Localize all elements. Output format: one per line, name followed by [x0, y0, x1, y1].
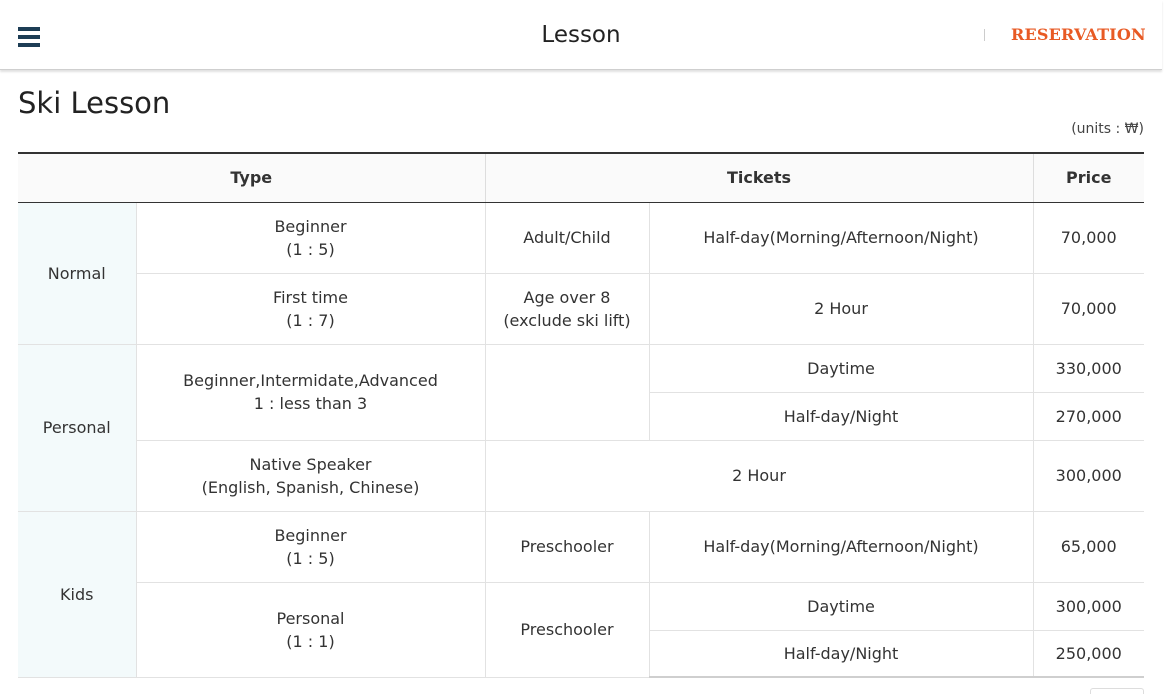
eligibility-text: Age over 8: [523, 287, 611, 307]
category-kids: Kids: [18, 511, 136, 677]
ticket-cell: Half-day/Night: [649, 630, 1033, 677]
lesson-level: Beginner: [274, 216, 347, 236]
ticket-cell: 2 Hour: [649, 273, 1033, 344]
price-cell: 250,000: [1033, 630, 1144, 677]
eligibility-note: (exclude ski lift): [503, 310, 631, 330]
lesson-ratio: (1 : 7): [286, 310, 335, 330]
page-title: Ski Lesson: [18, 86, 171, 120]
ticket-cell: Half-day/Night: [649, 392, 1033, 440]
lesson-level: Personal: [276, 608, 345, 628]
table-row: [18, 344, 1144, 392]
lesson-level-cell: [136, 582, 485, 677]
price-cell: 70,000: [1033, 202, 1144, 273]
table-row: [18, 511, 1144, 582]
top-header: [0, 0, 1162, 70]
price-cell: 300,000: [1033, 440, 1144, 511]
lesson-level: Beginner: [274, 525, 347, 545]
table-header-row: [18, 153, 1144, 202]
ticket-cell: Daytime: [649, 344, 1033, 392]
lesson-level: Native Speaker: [249, 454, 372, 474]
lesson-level-cell: [136, 344, 485, 440]
eligibility-cell: Adult/Child: [485, 202, 649, 273]
eligibility-cell: Preschooler: [485, 582, 649, 677]
lesson-ratio: (1 : 5): [286, 239, 335, 259]
eligibility-cell-empty: [485, 344, 649, 440]
lesson-level-cell: [136, 511, 485, 582]
lesson-level-cell: [136, 440, 485, 511]
price-cell: 330,000: [1033, 344, 1144, 392]
lesson-ratio: (1 : 5): [286, 548, 335, 568]
table-row: [18, 202, 1144, 273]
lesson-level: First time: [273, 287, 348, 307]
bottom-button-edge: [1090, 688, 1144, 694]
table-row: [18, 273, 1144, 344]
header-divider: [984, 29, 985, 41]
column-header-price: Price: [1033, 153, 1144, 202]
lesson-level-cell: [136, 202, 485, 273]
price-cell: 65,000: [1033, 511, 1144, 582]
category-personal: Personal: [18, 344, 136, 511]
price-cell: 270,000: [1033, 392, 1144, 440]
ticket-cell: Daytime: [649, 582, 1033, 630]
lesson-ratio: (English, Spanish, Chinese): [201, 477, 420, 497]
category-normal: Normal: [18, 202, 136, 344]
eligibility-cell: [485, 273, 649, 344]
lesson-ratio: 1 : less than 3: [253, 394, 368, 413]
ticket-cell: Half-day(Morning/Afternoon/Night): [649, 511, 1033, 582]
price-cell: 70,000: [1033, 273, 1144, 344]
lesson-price-table: [18, 152, 1144, 678]
lesson-level: Beginner,Intermidate,Advanced: [183, 371, 438, 390]
lesson-level-cell: [136, 273, 485, 344]
price-cell: 300,000: [1033, 582, 1144, 630]
ticket-cell: Half-day(Morning/Afternoon/Night): [649, 202, 1033, 273]
table-row: [18, 440, 1144, 511]
reservation-link[interactable]: RESERVATION: [1011, 25, 1146, 44]
ticket-cell: 2 Hour: [485, 440, 1033, 511]
units-note: (units : ₩): [1071, 121, 1144, 137]
column-header-tickets: Tickets: [485, 153, 1033, 202]
header-title: Lesson: [541, 22, 621, 48]
lesson-ratio: (1 : 1): [286, 631, 335, 651]
column-header-type: Type: [18, 153, 485, 202]
table-row: [18, 582, 1144, 630]
eligibility-cell: Preschooler: [485, 511, 649, 582]
